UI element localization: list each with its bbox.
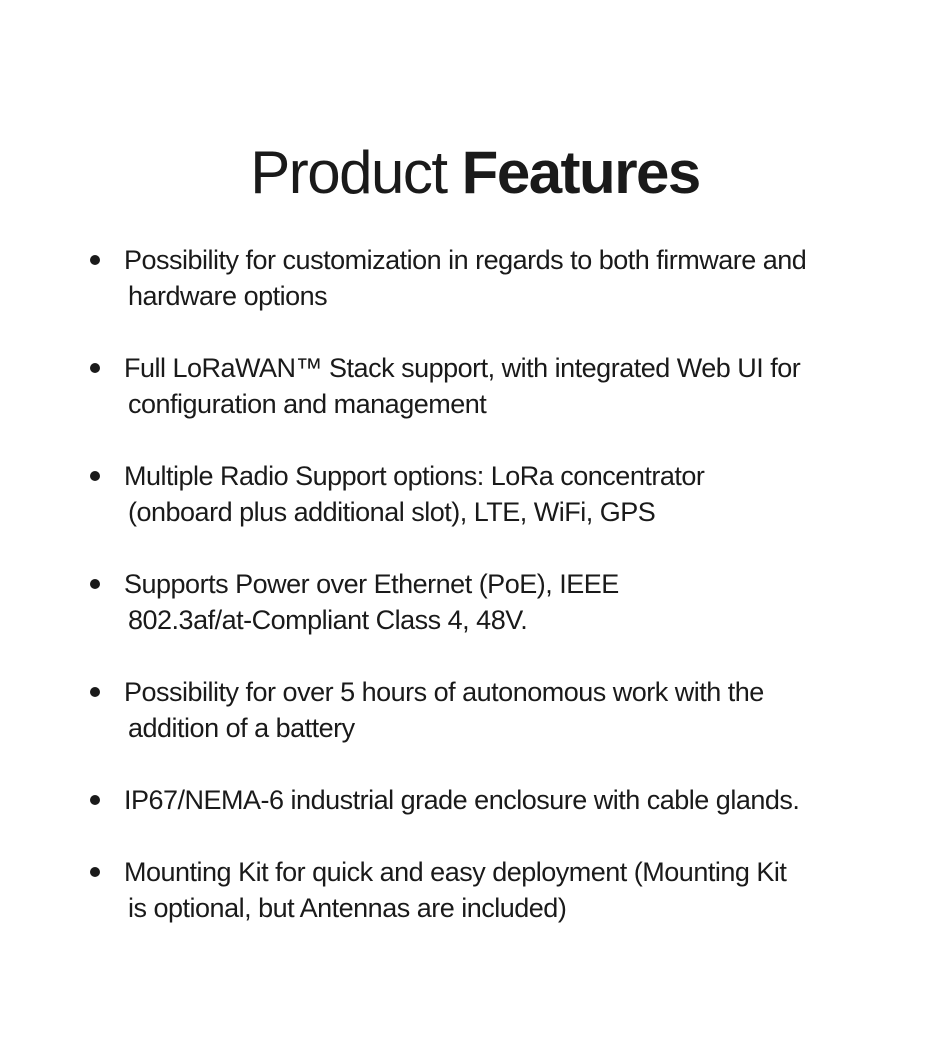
feature-text — [124, 674, 908, 746]
bullet-icon — [90, 363, 100, 373]
bullet-icon — [90, 471, 100, 481]
bullet-icon — [90, 255, 100, 265]
feature-line: Possibility for over 5 hours of autonomous work with the — [124, 677, 764, 707]
feature-item — [88, 458, 908, 530]
feature-text — [124, 782, 908, 818]
feature-line: addition of a battery — [128, 713, 355, 743]
feature-line: Multiple Radio Support options: LoRa concentrator — [124, 461, 705, 491]
feature-item — [88, 242, 908, 314]
feature-line: hardware options — [128, 281, 328, 311]
feature-line: Full LoRaWAN™ Stack support, with integrated Web UI for — [124, 353, 801, 383]
feature-line: IP67/NEMA-6 industrial grade enclosure with cable glands. — [124, 785, 800, 815]
feature-item — [88, 854, 908, 926]
title-bold-word: Features — [461, 139, 700, 207]
feature-text — [124, 458, 908, 530]
feature-line: configuration and management — [128, 389, 487, 419]
feature-item — [88, 674, 908, 746]
feature-item — [88, 350, 908, 422]
feature-text — [124, 242, 908, 314]
feature-line: is optional, but Antennas are included) — [128, 893, 567, 923]
feature-text — [124, 566, 908, 638]
bullet-icon — [90, 795, 100, 805]
feature-list — [88, 242, 908, 962]
feature-text — [124, 854, 908, 926]
feature-line: Possibility for customization in regards to both firmware and — [124, 245, 807, 275]
feature-line: Mounting Kit for quick and easy deployment (Mounting Kit — [124, 857, 787, 887]
feature-line: 802.3af/at-Compliant Class 4, 48V. — [128, 605, 528, 635]
title-light-word: Product — [250, 139, 447, 207]
bullet-icon — [90, 579, 100, 589]
feature-text — [124, 350, 908, 422]
feature-item — [88, 566, 908, 638]
bullet-icon — [90, 687, 100, 697]
page-title — [0, 138, 950, 208]
feature-line: Supports Power over Ethernet (PoE), IEEE — [124, 569, 619, 599]
feature-item — [88, 782, 908, 818]
feature-line: (onboard plus additional slot), LTE, WiFi, GPS — [128, 497, 656, 527]
bullet-icon — [90, 867, 100, 877]
